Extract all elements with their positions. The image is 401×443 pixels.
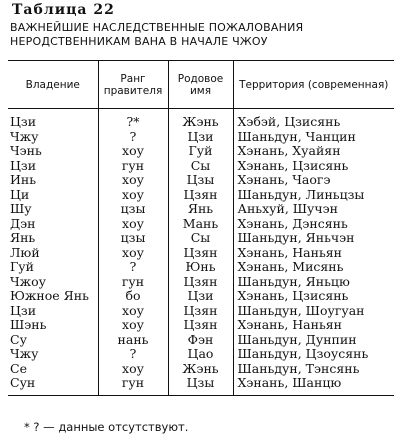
table-subtitle (10, 21, 303, 49)
cell-territory: Шаньдун, Яньчэн (233, 231, 394, 246)
cell-territory: Хэнань, Мисянь (233, 260, 394, 275)
cell-holding: Гуй (10, 260, 34, 274)
table-row (8, 347, 394, 362)
table-row (8, 173, 394, 188)
cell-holding: Чжу (10, 129, 39, 144)
cell-holding: Се (10, 361, 27, 376)
cell-rank: хоу (98, 304, 168, 319)
cell-holding: Шу (10, 202, 32, 216)
footnote: * ? — данные отсутствуют. (24, 420, 189, 434)
cell-holding: Цзи (10, 114, 37, 129)
cell-holding: Цзи (10, 303, 37, 318)
cell-clan-name: Цзян (168, 304, 233, 319)
cell-holding: Янь (10, 231, 36, 245)
table-row (8, 130, 394, 145)
cell-holding: Сун (8, 376, 98, 395)
cell-clan-name: Цзи (168, 289, 233, 304)
cell-holding: Южное Янь (10, 289, 89, 303)
table-body (8, 109, 394, 396)
table-row (8, 318, 394, 333)
cell-clan-name: Фэн (168, 333, 233, 348)
cell-territory: Шаньдун, Тэнсянь (233, 362, 394, 377)
cell-territory: Аньхуй, Шучэн (233, 202, 394, 217)
table-row (8, 376, 394, 395)
cell-rank: нань (98, 333, 168, 348)
cell-clan-name: Жэнь (168, 109, 233, 130)
cell-territory: Хэнань, Дэнсянь (233, 217, 394, 232)
cell-territory: Хэнань, Цзисянь (233, 289, 394, 304)
table-row (8, 202, 394, 217)
cell-rank: бо (98, 289, 168, 304)
cell-holding: Чжоу (10, 274, 47, 289)
cell-rank: хоу (98, 144, 168, 159)
table-row (8, 362, 394, 377)
grants-table (8, 60, 394, 396)
cell-rank: гун (98, 275, 168, 290)
table-caption: Таблица 22 (12, 2, 115, 18)
cell-holding: Чэнь (10, 144, 42, 158)
cell-territory: Шаньдун, Цзоусянь (233, 347, 394, 362)
cell-clan-name: Янь (168, 202, 233, 217)
cell-clan-name: Цзян (168, 318, 233, 333)
cell-rank: гун (98, 376, 168, 395)
cell-rank: хоу (98, 362, 168, 377)
cell-rank: ?* (98, 109, 168, 130)
cell-territory: Хэнань, Чаогэ (233, 173, 394, 188)
subtitle-line: ВАЖНЕЙШИЕ НАСЛЕДСТВЕННЫЕ ПОЖАЛОВАНИЯ (10, 21, 304, 34)
cell-holding: Инь (10, 173, 37, 187)
table-row (8, 304, 394, 319)
cell-territory: Хэнань, Хуайян (233, 144, 394, 159)
table-row (8, 188, 394, 203)
header-clan-name: Родовое имя (168, 61, 233, 109)
cell-territory: Шаньдун, Чанцин (233, 130, 394, 145)
cell-rank: цзы (98, 231, 168, 246)
cell-clan-name: Цзы (168, 376, 233, 395)
header-row (8, 61, 394, 109)
cell-clan-name: Цао (168, 347, 233, 362)
cell-clan-name: Сы (168, 159, 233, 174)
cell-territory: Хэнань, Наньян (233, 318, 394, 333)
cell-holding: Чжу (10, 347, 39, 361)
cell-holding: Ци (10, 187, 30, 202)
cell-clan-name: Жэнь (168, 362, 233, 377)
table-row (8, 231, 394, 246)
cell-holding: Цзи (10, 158, 37, 173)
cell-rank: ? (98, 260, 168, 275)
cell-rank: цзы (98, 202, 168, 217)
cell-clan-name: Цзян (168, 246, 233, 261)
cell-holding: Шэнь (10, 318, 47, 332)
cell-rank: хоу (98, 217, 168, 232)
subtitle-line: НЕРОДСТВЕННИКАМ ВАНА В НАЧАЛЕ ЧЖОУ (10, 35, 268, 48)
cell-rank: ? (98, 347, 168, 362)
table-row (8, 217, 394, 232)
table-row (8, 159, 394, 174)
cell-rank: хоу (98, 173, 168, 188)
header-territory: Территория (современная) (233, 61, 394, 109)
cell-clan-name: Юнь (168, 260, 233, 275)
table-row (8, 109, 394, 130)
cell-holding: Люй (10, 245, 40, 260)
table-row (8, 246, 394, 261)
cell-territory: Хэнань, Наньян (233, 246, 394, 261)
cell-territory: Хэнань, Цзисянь (233, 159, 394, 174)
table-row (8, 289, 394, 304)
cell-clan-name: Мань (168, 217, 233, 232)
cell-rank: хоу (98, 246, 168, 261)
table-row (8, 260, 394, 275)
cell-clan-name: Сы (168, 231, 233, 246)
cell-territory: Хэнань, Шанцю (233, 376, 394, 395)
cell-territory: Хэбэй, Цзисянь (233, 109, 394, 130)
cell-territory: Шаньдун, Линьцзы (233, 188, 394, 203)
cell-territory: Шаньдун, Шоугуан (233, 304, 394, 319)
cell-holding: Су (10, 332, 27, 347)
cell-clan-name: Цзи (168, 130, 233, 145)
header-holding: Владение (8, 61, 98, 109)
table-row (8, 275, 394, 290)
header-rank: Ранг правителя (98, 61, 168, 109)
cell-rank: хоу (98, 188, 168, 203)
cell-holding: Дэн (10, 216, 36, 231)
cell-territory: Шаньдун, Дунпин (233, 333, 394, 348)
cell-clan-name: Цзы (168, 173, 233, 188)
cell-territory: Шаньдун, Яньцю (233, 275, 394, 290)
cell-clan-name: Цзян (168, 275, 233, 290)
cell-clan-name: Цзян (168, 188, 233, 203)
table-row (8, 144, 394, 159)
table-row (8, 333, 394, 348)
cell-rank: хоу (98, 318, 168, 333)
cell-rank: гун (98, 159, 168, 174)
cell-clan-name: Гуй (168, 144, 233, 159)
cell-rank: ? (98, 130, 168, 145)
